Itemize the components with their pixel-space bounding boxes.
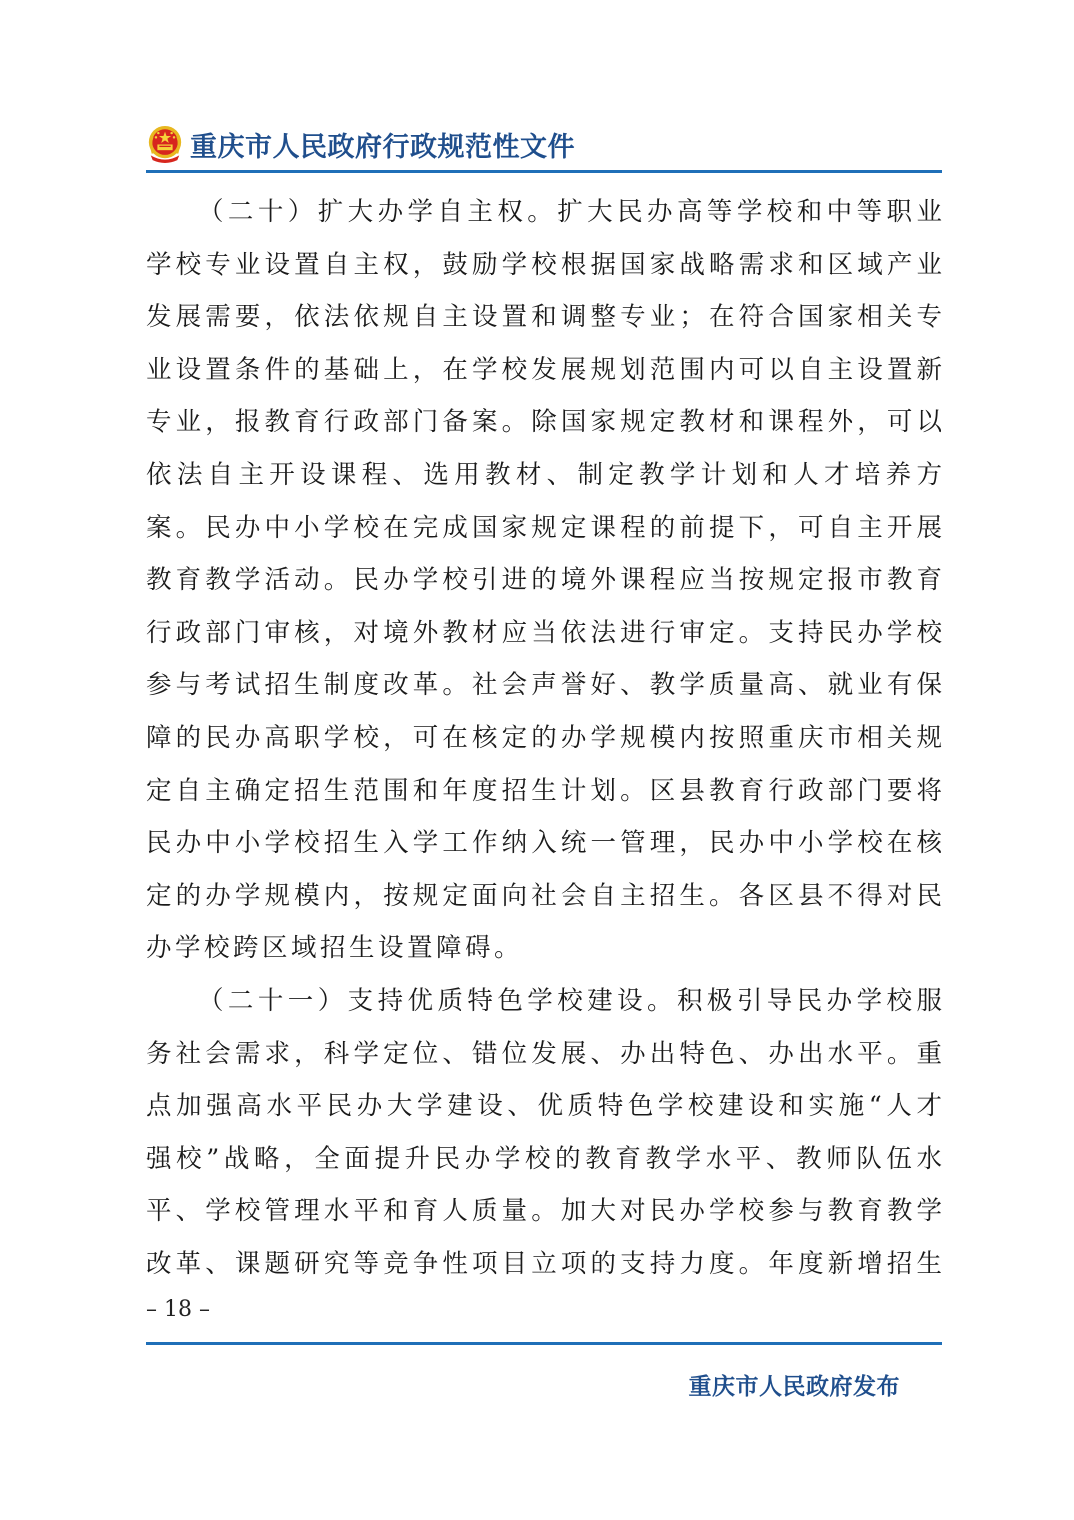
text-line: 民办中小学校招生入学工作纳入统一管理，民办中小学校在核 bbox=[146, 828, 942, 859]
text-line: 障的民办高职学校，可在核定的办学规模内按照重庆市相关规 bbox=[146, 722, 942, 753]
text-line: 定自主确定招生范围和年度招生计划。区县教育行政部门要将 bbox=[146, 775, 942, 806]
text-line: 案。民办中小学校在完成国家规定课程的前提下，可自主开展 bbox=[146, 512, 942, 543]
text-line: 务社会需求，科学定位、错位发展、办出特色、办出水平。重 bbox=[146, 1038, 942, 1069]
document-body bbox=[146, 186, 942, 1290]
paragraph-twenty-one bbox=[146, 975, 942, 1291]
text-line: 依法自主开设课程、选用教材、制定教学计划和人才培养方 bbox=[146, 459, 942, 490]
footer-publisher: 重庆市人民政府发布 bbox=[688, 1374, 900, 1400]
text-line: 参与考试招生制度改革。社会声誉好、教学质量高、就业有保 bbox=[146, 670, 942, 701]
text-line: 办学校跨区域招生设置障碍。 bbox=[146, 933, 524, 964]
text-line: 业设置条件的基础上，在学校发展规划范围内可以自主设置新 bbox=[146, 354, 942, 385]
text-line: 改革、课题研究等竞争性项目立项的支持力度。年度新增招生 bbox=[146, 1248, 942, 1279]
document-header bbox=[146, 120, 942, 168]
header-divider bbox=[146, 170, 942, 173]
text-line: 发展需要，依法依规自主设置和调整专业；在符合国家相关专 bbox=[146, 302, 942, 333]
text-line: 点加强高水平民办大学建设、优质特色学校建设和实施“人才 bbox=[146, 1091, 942, 1122]
text-line: 教育教学活动。民办学校引进的境外课程应当按规定报市教育 bbox=[146, 565, 942, 596]
footer-divider bbox=[146, 1342, 942, 1345]
text-line: 定的办学规模内，按规定面向社会自主招生。各区县不得对民 bbox=[146, 880, 942, 911]
text-line: （二十）扩大办学自主权。扩大民办高等学校和中等职业 bbox=[198, 197, 942, 227]
national-emblem-icon bbox=[146, 124, 184, 164]
text-line: 学校专业设置自主权，鼓励学校根据国家战略需求和区域产业 bbox=[146, 249, 942, 280]
text-line: 平、学校管理水平和育人质量。加大对民办学校参与教育教学 bbox=[146, 1196, 942, 1227]
text-line: 专业，报教育行政部门备案。除国家规定教材和课程外，可以 bbox=[146, 407, 942, 438]
paragraph-twenty bbox=[146, 186, 942, 975]
page-number: – 18 – bbox=[146, 1297, 210, 1322]
text-line: （二十一）支持优质特色学校建设。积极引导民办学校服 bbox=[198, 985, 942, 1016]
text-line: 强校”战略，全面提升民办学校的教育教学水平、教师队伍水 bbox=[146, 1143, 942, 1174]
header-title: 重庆市人民政府行政规范性文件 bbox=[190, 131, 575, 163]
text-line: 行政部门审核，对境外教材应当依法进行审定。支持民办学校 bbox=[146, 617, 942, 648]
